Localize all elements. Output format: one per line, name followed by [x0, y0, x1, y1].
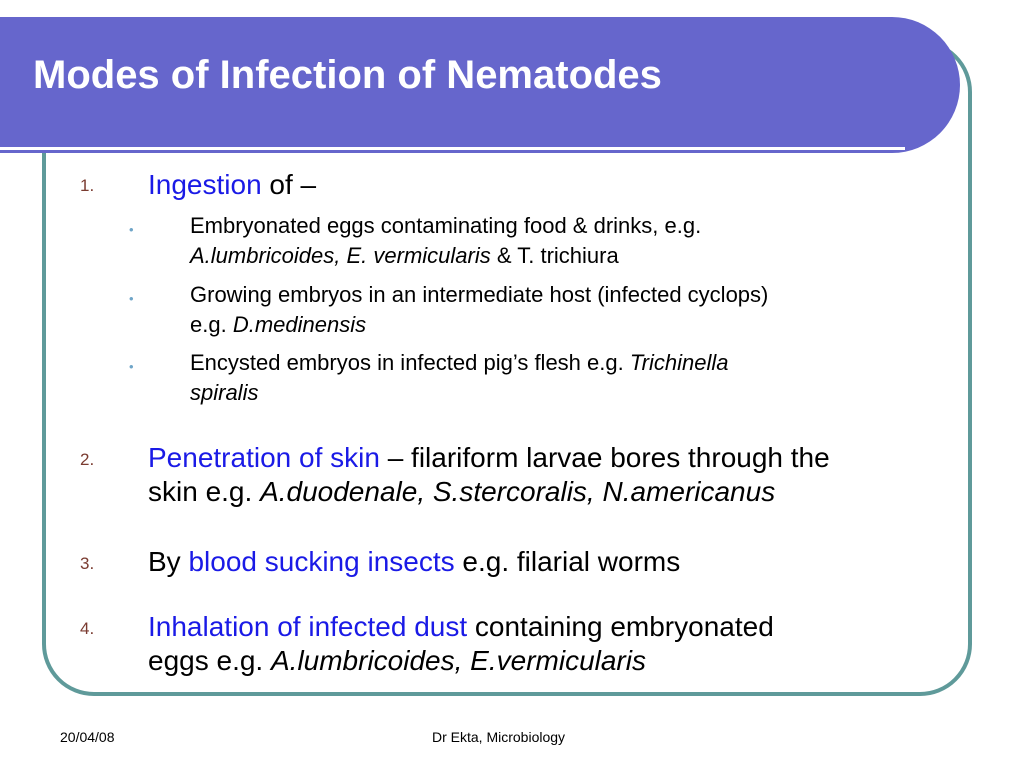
sub-item-3-species-part1: Trichinella — [629, 350, 729, 375]
item-2-text: – filariform larvae bores through the — [379, 442, 830, 473]
item-4-inhalation — [148, 610, 988, 678]
item-4-number: 4. — [80, 619, 95, 638]
sub-item-3-line1: Encysted embryos in infected pig’s flesh e.g. — [190, 350, 630, 375]
item-2-line2: skin e.g. — [148, 476, 261, 507]
sub-bullet-icon: • — [129, 222, 134, 237]
sub-item-1-line2: & T. trichiura — [490, 243, 619, 268]
sub-item-3-species-part2: spiralis — [190, 380, 259, 405]
sub-item-2-line2: e.g. — [190, 312, 233, 337]
item-1-text: of – — [261, 169, 317, 200]
item-4-line2: eggs e.g. — [148, 645, 271, 676]
item-1-number: 1. — [80, 176, 95, 195]
item-2-number: 2. — [80, 450, 95, 469]
item-4-text: containing embryonated — [467, 611, 774, 642]
item-4-species: A.lumbricoides, E.vermicularis — [270, 645, 646, 676]
item-2-highlight: Penetration of skin — [148, 442, 380, 473]
item-4-highlight: Inhalation of infected dust — [148, 611, 468, 642]
sub-item-encysted-embryos — [190, 348, 960, 408]
sub-item-1-species: A.lumbricoides, E. vermicularis — [190, 243, 491, 268]
footer-author: Dr Ekta, Microbiology — [432, 729, 566, 745]
item-3-highlight: blood sucking insects — [188, 546, 455, 577]
sub-item-2-line1: Growing embryos in an intermediate host (infected cyclops) — [190, 282, 769, 307]
item-3-text: e.g. filarial worms — [454, 546, 681, 577]
sub-bullet-icon: • — [129, 359, 134, 374]
item-1-ingestion — [148, 168, 988, 202]
title-underline — [0, 147, 905, 150]
sub-item-2-species: D.medinensis — [232, 312, 367, 337]
sub-item-1-line1: Embryonated eggs contaminating food & drinks, e.g. — [190, 213, 702, 238]
item-2-species: A.duodenale, S.stercoralis, N.americanus — [260, 476, 776, 507]
item-3-insects — [148, 545, 988, 579]
item-2-penetration — [148, 441, 988, 509]
sub-bullet-icon: • — [129, 291, 134, 306]
item-3-number: 3. — [80, 554, 95, 573]
sub-item-growing-embryos — [190, 280, 960, 340]
slide-title: Modes of Infection of Nematodes — [33, 53, 662, 97]
item-3-prefix: By — [148, 546, 189, 577]
sub-item-embryonated-eggs — [190, 211, 960, 271]
footer-date: 20/04/08 — [60, 729, 115, 745]
item-1-highlight: Ingestion — [148, 169, 262, 200]
